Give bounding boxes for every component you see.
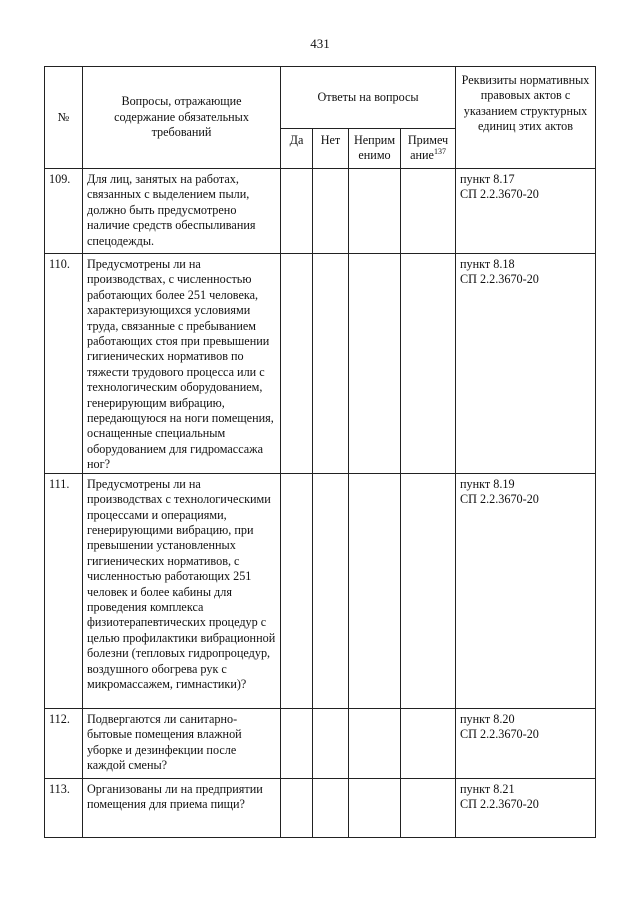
ref-point: пункт 8.20 <box>460 711 515 726</box>
header-answers: Ответы на вопросы <box>281 67 456 129</box>
header-note-label: Примеч ание <box>407 133 449 162</box>
answer-na-cell[interactable] <box>349 169 401 254</box>
header-number: № <box>45 67 83 169</box>
row-requisites <box>456 169 596 254</box>
answer-yes-cell[interactable] <box>281 708 313 778</box>
header-question: Вопросы, отражающие содержание обязательных требований <box>83 67 281 169</box>
row-number: 113. <box>45 778 83 837</box>
answer-note-cell[interactable] <box>401 778 456 837</box>
answer-note-cell[interactable] <box>401 473 456 708</box>
table-row <box>45 778 596 837</box>
row-number: 111. <box>45 473 83 708</box>
ref-act: СП 2.2.3670-20 <box>460 272 539 287</box>
ref-point: пункт 8.17 <box>460 172 515 186</box>
answer-note-cell[interactable] <box>401 708 456 778</box>
header-no: Нет <box>313 129 349 169</box>
ref-act: СП 2.2.3670-20 <box>460 797 539 812</box>
table-row <box>45 254 596 474</box>
answer-yes-cell[interactable] <box>281 778 313 837</box>
row-requisites <box>456 473 596 708</box>
row-question: Предусмотрены ли на производствах с технологическими процессами и операциями, генерирующими вибрацию, при превышении установленных гигиенических нормативов, с численностью работающих 251 человек и более кабины для проведения комплекса физиотерапевтических процедур с целью профилактики вибрационной болезни (тепловых гидропроцедур, воздушного обогрева рук с микромассажем, гимнастики)? <box>83 473 281 708</box>
ref-act: СП 2.2.3670-20 <box>460 727 539 742</box>
answer-yes-cell[interactable] <box>281 473 313 708</box>
answer-note-cell[interactable] <box>401 254 456 474</box>
table-row <box>45 473 596 708</box>
ref-point: пункт 8.18 <box>460 257 515 271</box>
header-requisites: Реквизиты нормативных правовых актов с указанием структурных единиц этих актов <box>456 67 596 169</box>
answer-no-cell[interactable] <box>313 778 349 837</box>
answer-yes-cell[interactable] <box>281 254 313 474</box>
answer-no-cell[interactable] <box>313 254 349 474</box>
row-question: Предусмотрены ли на производствах, с численностью работающих более 251 человека, характеризующихся условиями труда, связанные с пребыванием работающих стоя при превышении гигиенических нормативов по тяжести трудового процесса или с технологическим оборудованием, генерирующим вибрацию, передающуюся на ноги помещения, оснащенные специальным оборудованием для гидромассажа ног? <box>83 254 281 474</box>
requirements-table <box>44 66 596 838</box>
answer-no-cell[interactable] <box>313 473 349 708</box>
row-number: 109. <box>45 169 83 254</box>
row-question: Для лиц, занятых на работах, связанных с выделением пыли, должно быть предусмотрено наличие средств обеспыливания спецодежды. <box>83 169 281 254</box>
page-number: 431 <box>310 36 330 51</box>
answer-note-cell[interactable] <box>401 169 456 254</box>
row-requisites <box>456 254 596 474</box>
answer-no-cell[interactable] <box>313 708 349 778</box>
header-note <box>401 129 456 169</box>
ref-act: СП 2.2.3670-20 <box>460 492 539 507</box>
answer-no-cell[interactable] <box>313 169 349 254</box>
ref-point: пункт 8.21 <box>460 781 515 796</box>
row-question: Подвергаются ли санитарно-бытовые помещения влажной уборке и дезинфекции после каждой смены? <box>83 708 281 778</box>
ref-act: СП 2.2.3670-20 <box>460 187 539 202</box>
header-yes: Да <box>281 129 313 169</box>
answer-na-cell[interactable] <box>349 473 401 708</box>
table-row <box>45 708 596 778</box>
ref-point: пункт 8.19 <box>460 476 515 491</box>
answer-na-cell[interactable] <box>349 708 401 778</box>
answer-na-cell[interactable] <box>349 254 401 474</box>
footnote-marker: 137 <box>433 146 446 156</box>
row-number: 112. <box>45 708 83 778</box>
row-number: 110. <box>45 254 83 474</box>
row-question: Организованы ли на предприятии помещения для приема пищи? <box>83 778 281 837</box>
table-row <box>45 169 596 254</box>
row-requisites <box>456 778 596 837</box>
row-requisites <box>456 708 596 778</box>
answer-na-cell[interactable] <box>349 778 401 837</box>
answer-yes-cell[interactable] <box>281 169 313 254</box>
header-not-applicable: Неприм енимо <box>349 129 401 169</box>
